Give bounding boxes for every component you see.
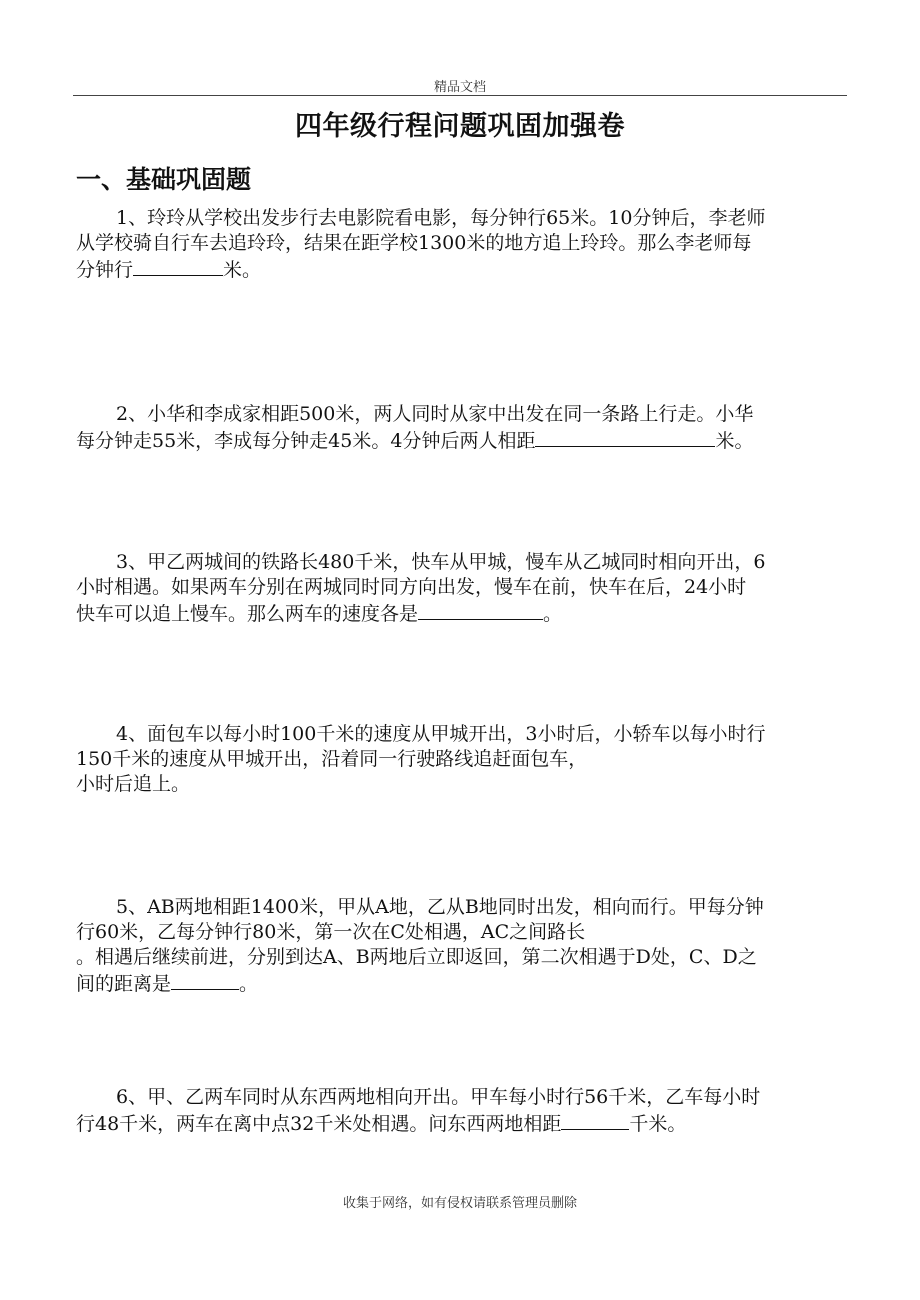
question-4-line-1: 4、面包车以每小时100千米的速度从甲城开出，3小时后，小轿车以每小时行 bbox=[116, 723, 766, 745]
answer-blank-3[interactable] bbox=[418, 600, 543, 620]
page-title: 四年级行程问题巩固加强卷 bbox=[295, 111, 625, 142]
question-1-line-3 bbox=[76, 256, 838, 283]
question-4-line-3: 小时后追上。 bbox=[76, 773, 191, 795]
section-heading: 一、基础巩固题 bbox=[76, 165, 252, 194]
question-5-line-3: 。相遇后继续前进，分别到达A、B两地后立即返回，第二次相遇于D处，C、D之 bbox=[76, 946, 757, 968]
answer-blank-2[interactable] bbox=[535, 427, 715, 447]
question-3-tail-after: 。 bbox=[543, 603, 563, 625]
question-6 bbox=[76, 1085, 838, 1137]
answer-blank-6[interactable] bbox=[561, 1110, 629, 1130]
question-3-line-1: 3、甲乙两城间的铁路长480千米，快车从甲城，慢车从乙城同时相向开出，6 bbox=[116, 551, 766, 573]
question-5-tail-before: 间的距离是 bbox=[76, 973, 172, 995]
question-4-line-2: 150千米的速度从甲城开出，沿着同一行驶路线追赶面包车， bbox=[76, 748, 588, 770]
answer-blank-1[interactable] bbox=[133, 256, 223, 276]
question-5-line-4 bbox=[76, 970, 838, 997]
question-6-tail-before: 行48千米，两车在离中点32千米处相遇。问东西两地相距 bbox=[76, 1113, 562, 1135]
page-header: 精品文档 bbox=[433, 80, 486, 95]
answer-blank-5[interactable] bbox=[171, 970, 239, 990]
page-footer: 收集于网络，如有侵权请联系管理员删除 bbox=[342, 1196, 577, 1211]
question-2-tail-after: 米。 bbox=[715, 430, 754, 452]
question-6-line-1: 6、甲、乙两车同时从东西两地相向开出。甲车每小时行56千米，乙车每小时 bbox=[116, 1086, 761, 1108]
question-1-tail-before: 分钟行 bbox=[76, 259, 134, 281]
question-6-tail-after: 千米。 bbox=[629, 1113, 687, 1135]
question-3-tail-before: 快车可以追上慢车。那么两车的速度各是 bbox=[76, 603, 419, 625]
question-2-line-2 bbox=[76, 427, 838, 454]
header-divider bbox=[73, 95, 847, 96]
question-1-line-1: 1、玲玲从学校出发步行去电影院看电影，每分钟行65米。10分钟后，李老师 bbox=[116, 207, 766, 229]
question-3 bbox=[76, 550, 838, 627]
question-4 bbox=[76, 722, 838, 797]
question-1 bbox=[76, 206, 838, 283]
question-3-line-2: 小时相遇。如果两车分别在两城同时同方向出发，慢车在前，快车在后，24小时 bbox=[76, 576, 747, 598]
question-2 bbox=[76, 402, 838, 454]
question-1-line-2: 从学校骑自行车去追玲玲，结果在距学校1300米的地方追上玲玲。那么李老师每 bbox=[76, 232, 752, 254]
question-5 bbox=[76, 895, 838, 997]
question-5-tail-after: 。 bbox=[239, 973, 259, 995]
question-2-line-1: 2、小华和李成家相距500米，两人同时从家中出发在同一条路上行走。小华 bbox=[116, 403, 754, 425]
question-2-tail-before: 每分钟走55米，李成每分钟走45米。4分钟后两人相距 bbox=[76, 430, 536, 452]
question-1-tail-after: 米。 bbox=[223, 259, 262, 281]
question-3-line-3 bbox=[76, 600, 838, 627]
question-5-line-2: 行60米，乙每分钟行80米，第一次在C处相遇，AC之间路长 bbox=[76, 921, 586, 943]
question-6-line-2 bbox=[76, 1110, 838, 1137]
question-5-line-1: 5、AB两地相距1400米，甲从A地，乙从B地同时出发，相向而行。甲每分钟 bbox=[116, 896, 764, 918]
